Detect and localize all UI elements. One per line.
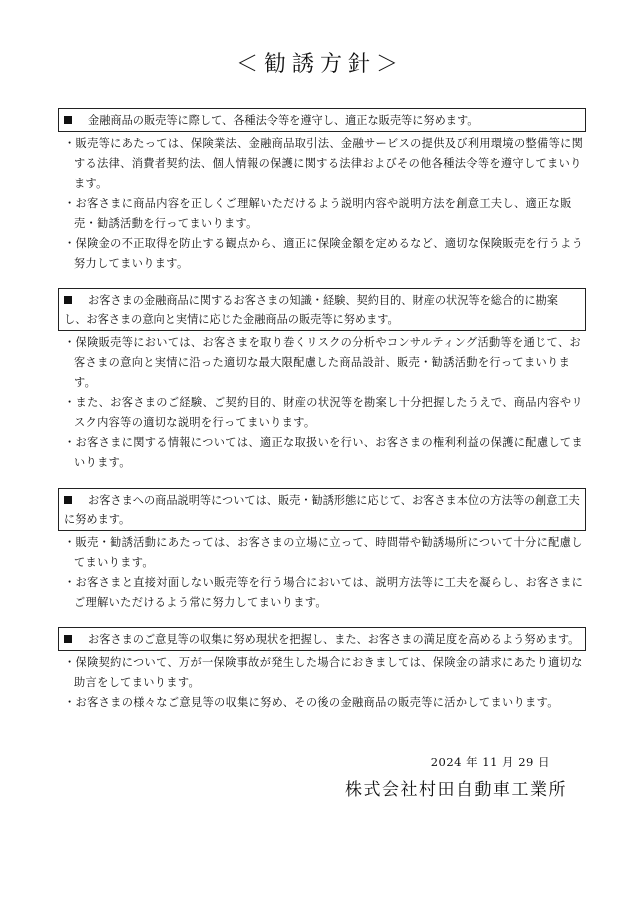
issue-date: 2024 年 11 月 29 日 — [430, 755, 550, 769]
section-heading: お客さまの金融商品に関するお客さまの知識・経験、契約目的、財産の状況等を総合的に勘案し、お客さまの意向と実情に応じた金融商品の販売等に努めます。 — [64, 294, 558, 326]
list-item: ・お客さまと直接対面しない販売等を行う場合においては、説明方法等に工夫を凝らし、お客さまにご理解いただけるよう常に努力してまいります。 — [64, 576, 584, 609]
document-title: ＜勧誘方針＞ — [235, 52, 404, 77]
list-item: ・保険販売等においては、お客さまを取り巻くリスクの分析やコンサルティング活動等を通じて、お客さまの意向と実情に沿った適切な最大限配慮した商品設計、販売・勧誘活動を行ってまいります。 — [64, 336, 582, 389]
section-heading: お客さまへの商品説明等については、販売・勧誘形態に応じて、お客さま本位の方法等の創意工夫に努めます。 — [64, 494, 580, 526]
list-item: ・お客さまに商品内容を正しくご理解いただけるよう説明内容や説明方法を創意工夫し、適正な販売・勧誘活動を行ってまいります。 — [64, 197, 572, 230]
list-item: ・お客さまに関する情報については、適正な取扱いを行い、お客さまの権利利益の保護に配慮してまいります。 — [64, 436, 583, 469]
list-item: ・販売等にあたっては、保険業法、金融商品取引法、金融サービスの提供及び利用環境の整備等に関する法律、消費者契約法、個人情報の保護に関する法律およびその他各種法令等を遵守してまいります。 — [64, 137, 584, 190]
section-items — [58, 134, 586, 274]
black-square-icon — [64, 496, 72, 504]
list-item: ・保険金の不正取得を防止する観点から、適正に保険金額を定めるなど、適切な保険販売を行うよう努力してまいります。 — [64, 237, 584, 270]
section-heading-box — [58, 488, 586, 531]
policy-section-2 — [58, 288, 586, 473]
policy-section-4 — [58, 627, 586, 713]
section-items — [58, 533, 586, 613]
section-items — [58, 653, 586, 713]
list-item: ・保険契約について、万が一保険事故が発生した場合におきましては、保険金の請求にあたり適切な助言をしてまいります。 — [64, 656, 583, 689]
black-square-icon — [64, 635, 72, 643]
section-heading-box — [58, 108, 586, 132]
black-square-icon — [64, 296, 72, 304]
list-item: ・また、お客さまのご経験、ご契約目的、財産の状況等を勘案し十分把握したうえで、商品内容やリスク内容等の適切な説明を行ってまいります。 — [64, 396, 583, 429]
section-heading-box — [58, 288, 586, 331]
policy-section-1 — [58, 108, 586, 274]
policy-section-3 — [58, 488, 586, 613]
section-heading-box — [58, 627, 586, 651]
list-item: ・販売・勧誘活動にあたっては、お客さまの立場に立って、時間帯や勧誘場所について十分に配慮してまいります。 — [64, 536, 583, 569]
section-heading: 金融商品の販売等に際して、各種法令等を遵守し、適正な販売等に努めます。 — [88, 114, 479, 127]
section-heading: お客さまのご意見等の収集に努め現状を把握し、また、お客さまの満足度を高めるよう努めます。 — [88, 633, 580, 646]
list-item: ・お客さまの様々なご意見等の収集に努め、その後の金融商品の販売等に活かしてまいります。 — [64, 696, 559, 709]
company-name: 株式会社村田自動車工業所 — [345, 780, 567, 800]
black-square-icon — [64, 116, 72, 124]
section-items — [58, 333, 586, 473]
